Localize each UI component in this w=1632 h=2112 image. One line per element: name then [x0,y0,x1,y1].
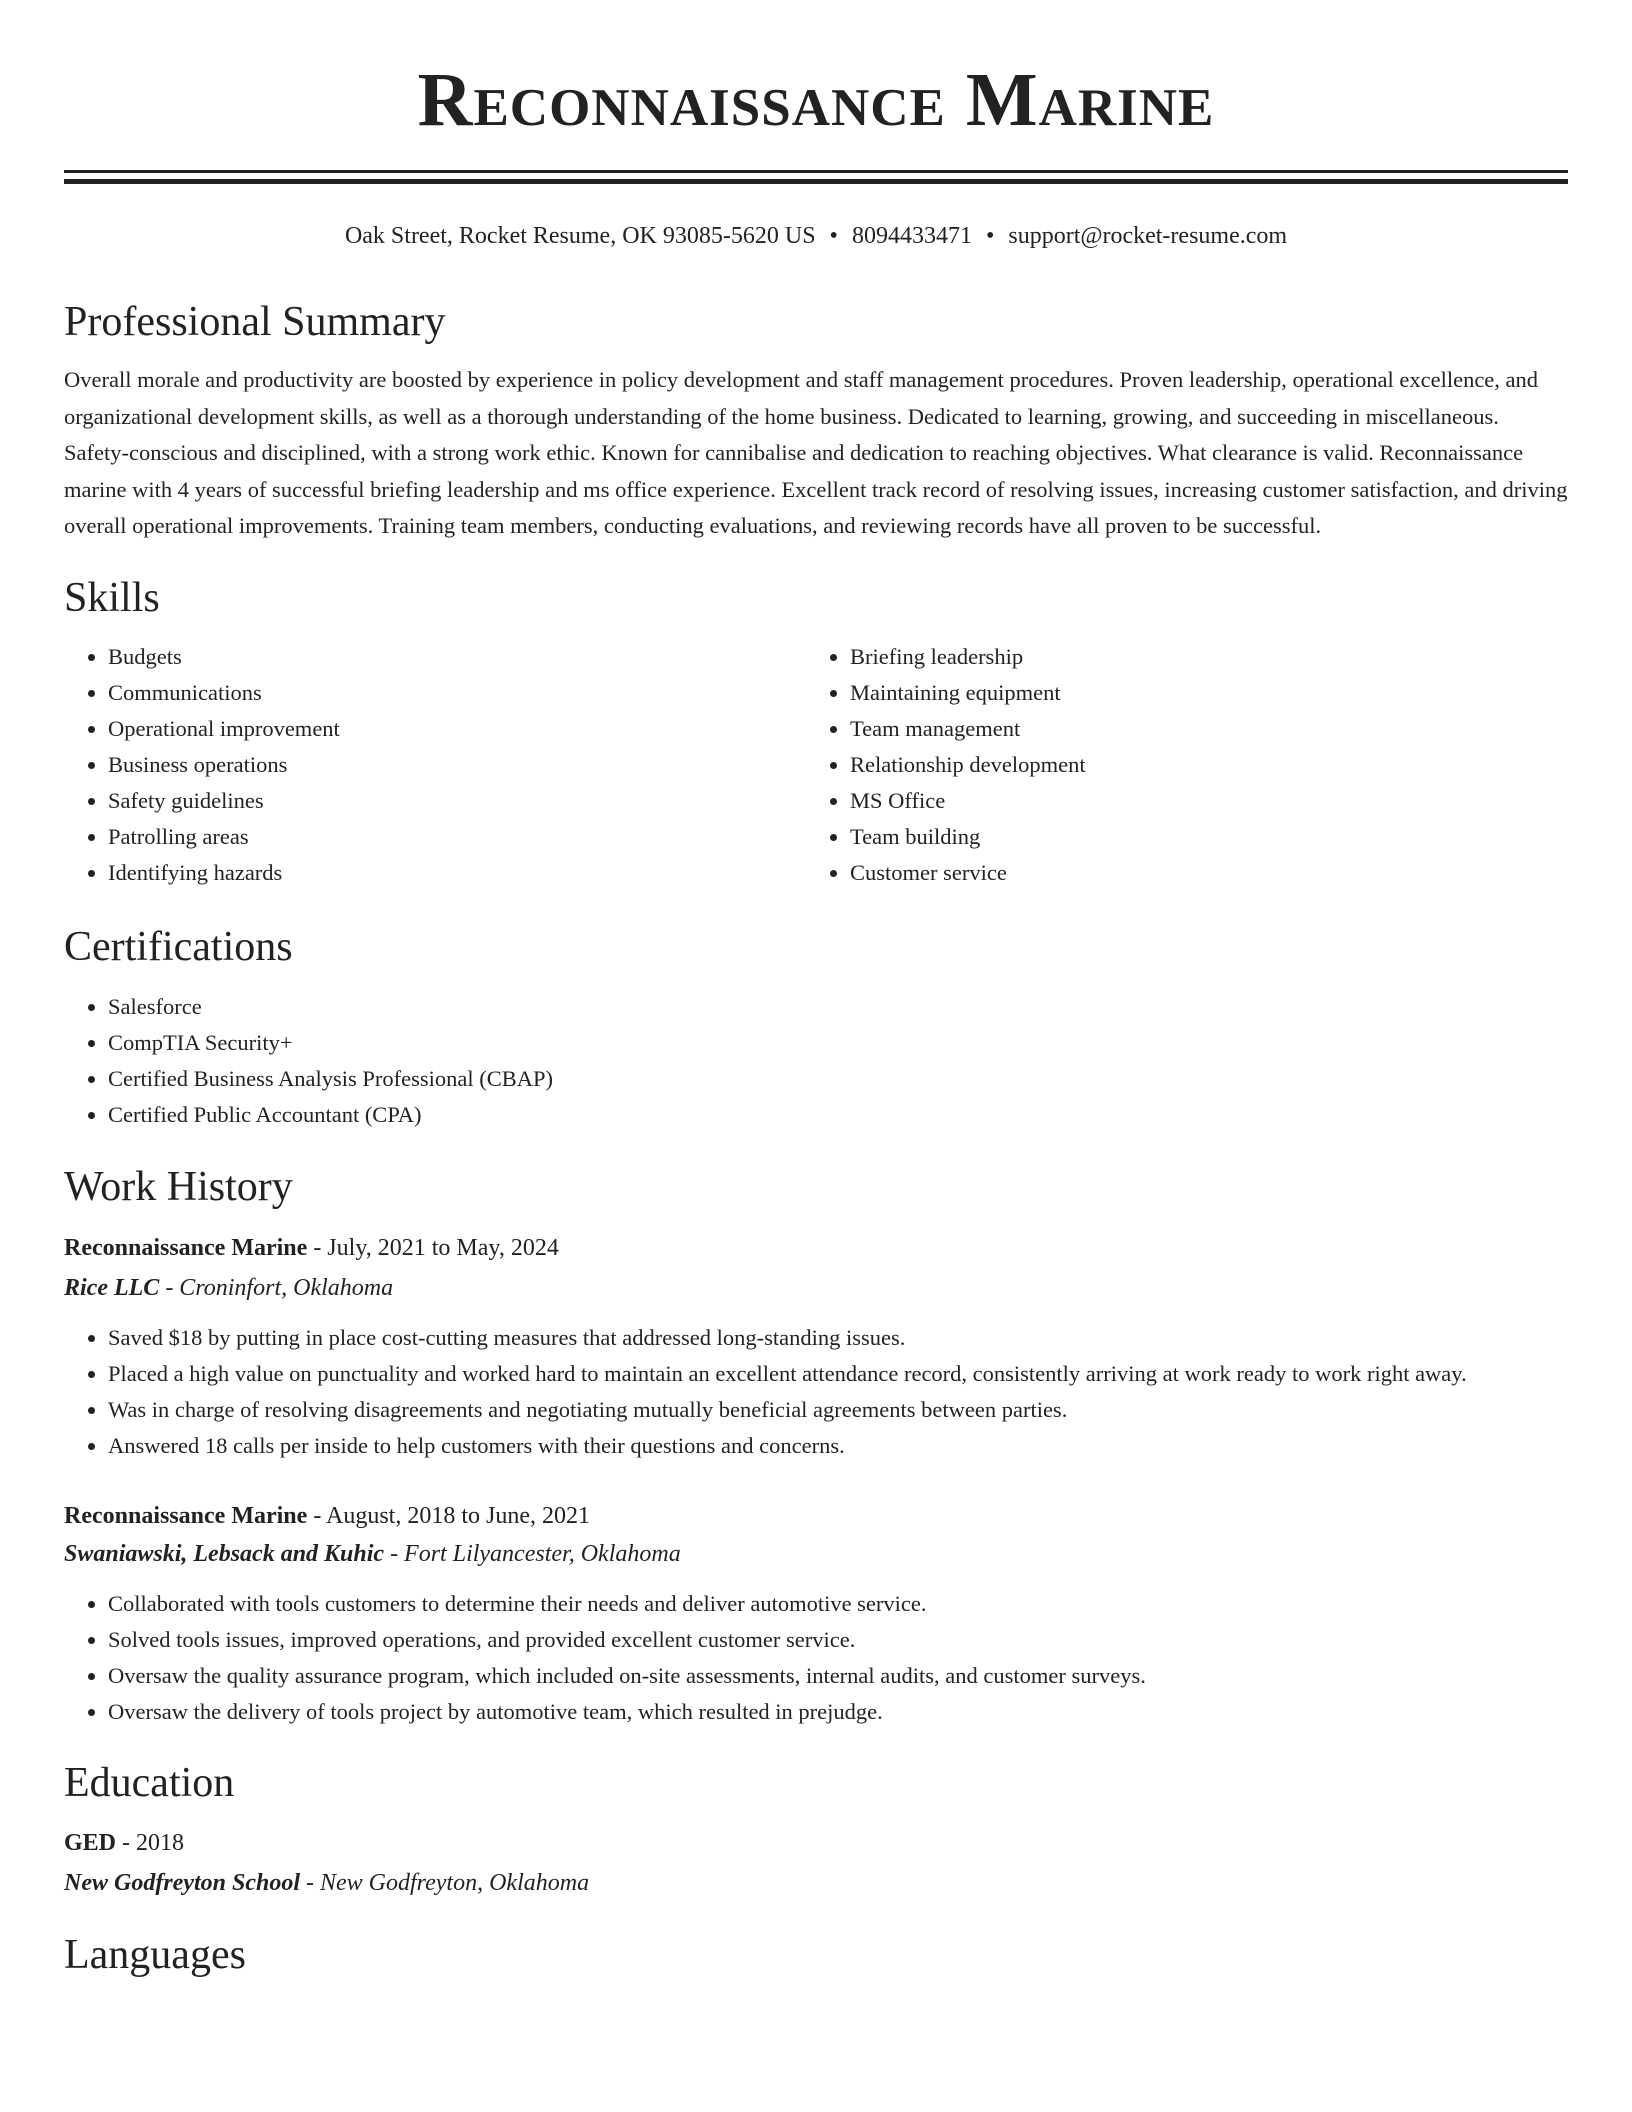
header-rule-bottom [64,179,1568,184]
skills-column-left [64,639,806,891]
job-bullet: • Oversaw the delivery of tools project by automotive team, which resulted in prejudge. [108,1694,1568,1730]
job-bullet: • Answered 18 calls per inside to help customers with their questions and concerns. [108,1428,1568,1464]
contact-phone[interactable]: 8094433471 [851,223,972,249]
certification-item: • Certified Public Accountant (CPA) [108,1097,1568,1133]
skill-item: • Safety guidelines [108,783,806,819]
job-bullet: • Placed a high value on punctuality and worked hard to maintain an excellent attendance record, consistently arriving at work ready to work right away. [108,1356,1568,1392]
skill-item: • Customer service [850,855,1548,891]
job-dates: - August, 2018 to June, 2021 [307,1502,590,1529]
education-school-line [64,1865,1568,1901]
job-location: - Croninfort, Oklahoma [159,1274,394,1301]
contact-email[interactable]: support@rocket-resume.com [1008,223,1288,249]
job-title-line [64,1230,1568,1266]
education-school: New Godfreyton School [64,1869,300,1896]
skills-list [64,639,1568,891]
skills-column-right [806,639,1548,891]
education-degree-line [64,1825,1568,1861]
contact-line [64,220,1568,252]
section-title-summary: Professional Summary [64,299,446,345]
skill-item: • Relationship development [850,747,1548,783]
skill-item: • Identifying hazards [108,855,806,891]
section-title-languages: Languages [64,1931,246,1978]
job-title: Reconnaissance Marine [64,1502,308,1529]
section-title-certifications: Certifications [64,923,293,970]
job-entry [64,1498,1568,1730]
job-company: Rice LLC [64,1274,160,1301]
job-company: Swaniawski, Lebsack and Kuhic [64,1540,385,1567]
job-bullet: • Collaborated with tools customers to determine their needs and deliver automotive service. [108,1586,1568,1622]
skill-item: • Communications [108,675,806,711]
job-bullets [64,1586,1568,1730]
education-location: - New Godfreyton, Oklahoma [300,1869,590,1896]
candidate-name: Reconnaissance Marine [417,58,1215,142]
skill-item: • Briefing leadership [850,639,1548,675]
certification-item: • Salesforce [108,989,1568,1025]
contact-separator: • [985,223,995,249]
certifications-list [64,989,1568,1133]
education-year: - 2018 [116,1829,185,1856]
job-company-line [64,1536,1568,1572]
job-bullet: • Was in charge of resolving disagreements and negotiating mutually beneficial agreements between parties. [108,1392,1568,1428]
job-location: - Fort Lilyancester, Oklahoma [384,1540,681,1567]
job-company-line [64,1270,1568,1306]
job-entry [64,1230,1568,1464]
job-bullets [64,1320,1568,1464]
contact-address: Oak Street, Rocket Resume, OK 93085-5620 US [344,223,816,249]
job-bullet: • Oversaw the quality assurance program, which included on-site assessments, internal audits, and customer surveys. [108,1658,1568,1694]
job-title: Reconnaissance Marine [64,1234,308,1261]
job-dates: - July, 2021 to May, 2024 [307,1234,559,1261]
section-title-skills: Skills [64,574,160,621]
certification-item: • Certified Business Analysis Professional (CBAP) [108,1061,1568,1097]
skill-item: • Operational improvement [108,711,806,747]
job-title-line [64,1498,1568,1534]
skill-item: • Team management [850,711,1548,747]
header-rule-top [64,170,1568,173]
certification-item: • CompTIA Security+ [108,1025,1568,1061]
skill-item: • Patrolling areas [108,819,806,855]
job-bullet: • Solved tools issues, improved operations, and provided excellent customer service. [108,1622,1568,1658]
skill-item: • Team building [850,819,1548,855]
contact-separator: • [829,223,838,249]
job-bullet: • Saved $18 by putting in place cost-cutting measures that addressed long-standing issues. [108,1320,1568,1356]
summary-text: Overall morale and productivity are boosted by experience in policy development and staff management procedures. Proven leadership, operational excellence, and organizational development skills, as well as a thorough understanding of the home business. Dedicated to learning, growing, and succeeding in miscellaneous. Safety-conscious and disciplined, with a strong work ethic. Known for cannibalise and dedication to reaching objectives. What clearance is valid. Reconnaissance marine with 4 years of successful briefing leadership and ms office experience. Excellent track record of resolving issues, increasing customer satisfaction, and driving overall operational improvements. Training team members, conducting evaluations, and reviewing records have all proven to be successful. [64,367,1568,538]
section-title-education: Education [64,1759,235,1806]
education-degree: GED [64,1829,117,1856]
skill-item: • Business operations [108,747,806,783]
education-entry [64,1825,1568,1901]
skill-item: • MS Office [850,783,1548,819]
section-title-work-history: Work History [64,1163,293,1210]
skill-item: • Maintaining equipment [850,675,1548,711]
skill-item: • Budgets [108,639,806,675]
